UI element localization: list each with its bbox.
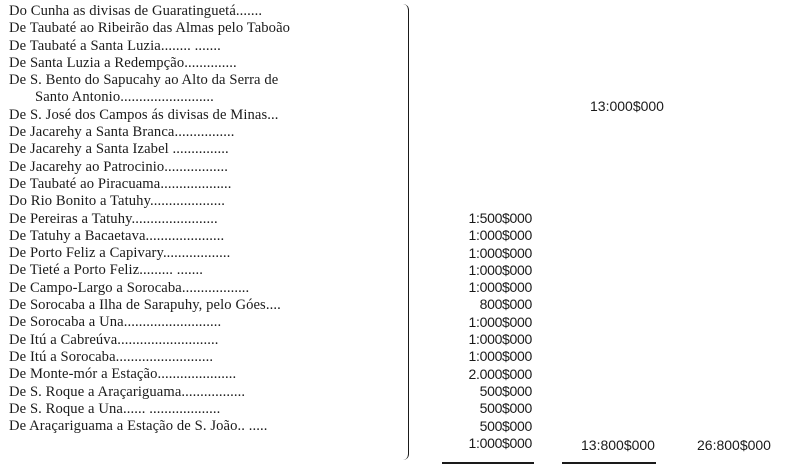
route-line: De Tatuhy a Bacaetava..................... <box>9 227 225 244</box>
route-line: De S. Roque a Araçariguama................. <box>9 383 246 400</box>
value-cell: 1:000$000 <box>468 279 532 296</box>
route-line: De Jacarehy ao Patrocinio................. <box>9 158 228 175</box>
value-cell: 2.000$000 <box>468 365 532 382</box>
route-line: De Jacarehy a Santa Izabel ............... <box>9 141 229 158</box>
route-line: De Taubaté ao Ribeirão das Almas pelo Taboão <box>9 20 291 37</box>
value-cell: 1:000$000 <box>468 331 532 348</box>
route-line: De Jacarehy a Santa Branca................ <box>9 124 235 141</box>
route-line: De Campo-Largo a Sorocaba.................. <box>9 279 250 296</box>
value-cell: 500$000 <box>479 417 532 434</box>
route-line: De Sorocaba a Una.......................... <box>9 314 222 331</box>
route-line: De S. José dos Campos ás divisas de Minas... <box>9 106 279 123</box>
route-list <box>9 3 404 435</box>
value-cell: 1:000$000 <box>468 313 532 330</box>
route-line: De Santa Luzia a Redempção.............. <box>9 54 237 71</box>
column-sum: 13:800$000 <box>581 437 655 453</box>
sum-rule <box>442 462 534 464</box>
route-line: De Taubaté a Santa Luzia........ ....... <box>9 37 221 54</box>
route-line: De Itú a Sorocaba.......................... <box>9 348 214 365</box>
route-line: De Tieté a Porto Feliz......... ....... <box>9 262 204 279</box>
route-line: Santo Antonio......................... <box>35 89 214 106</box>
route-line: De Itú a Cabreúva........................... <box>9 331 219 348</box>
value-cell: 1:500$000 <box>468 210 532 226</box>
value-column <box>440 210 540 452</box>
route-line: De Taubaté ao Piracuama................... <box>9 175 232 192</box>
value-cell: 1:000$000 <box>468 227 532 244</box>
value-cell: 500$000 <box>479 400 532 417</box>
grouping-brace <box>402 4 409 460</box>
value-cell: 1:000$000 <box>468 261 532 278</box>
route-line: Do Rio Bonito a Tatuhy.................... <box>9 193 226 210</box>
route-line: De S. Bento do Sapucahy ao Alto da Serra de <box>9 72 279 89</box>
route-line: De Porto Feliz a Capivary.................. <box>9 245 231 262</box>
route-line: De S. Roque a Una...... ................... <box>9 400 221 417</box>
route-line: De Araçariguama a Estação de S. João.. ..... <box>9 418 268 435</box>
grand-total: 26:800$000 <box>697 437 771 453</box>
route-line: Do Cunha as divisas de Guaratinguetá....... <box>9 3 263 19</box>
route-line: De Pereiras a Tatuhy....................... <box>9 210 218 227</box>
value-cell: 1:000$000 <box>468 244 532 261</box>
value-cell: 1:000$000 <box>468 348 532 365</box>
route-line: De Sorocaba a Ilha de Sarapuhy, pelo Góes.... <box>9 297 281 314</box>
route-line: De Monte-mór a Estação..................... <box>9 366 237 383</box>
value-cell: 800$000 <box>479 296 532 313</box>
sum-rule <box>562 462 656 464</box>
value-cell: 500$000 <box>479 382 532 399</box>
value-cell: 1:000$000 <box>468 434 532 451</box>
group-total: 13:000$000 <box>590 98 664 114</box>
